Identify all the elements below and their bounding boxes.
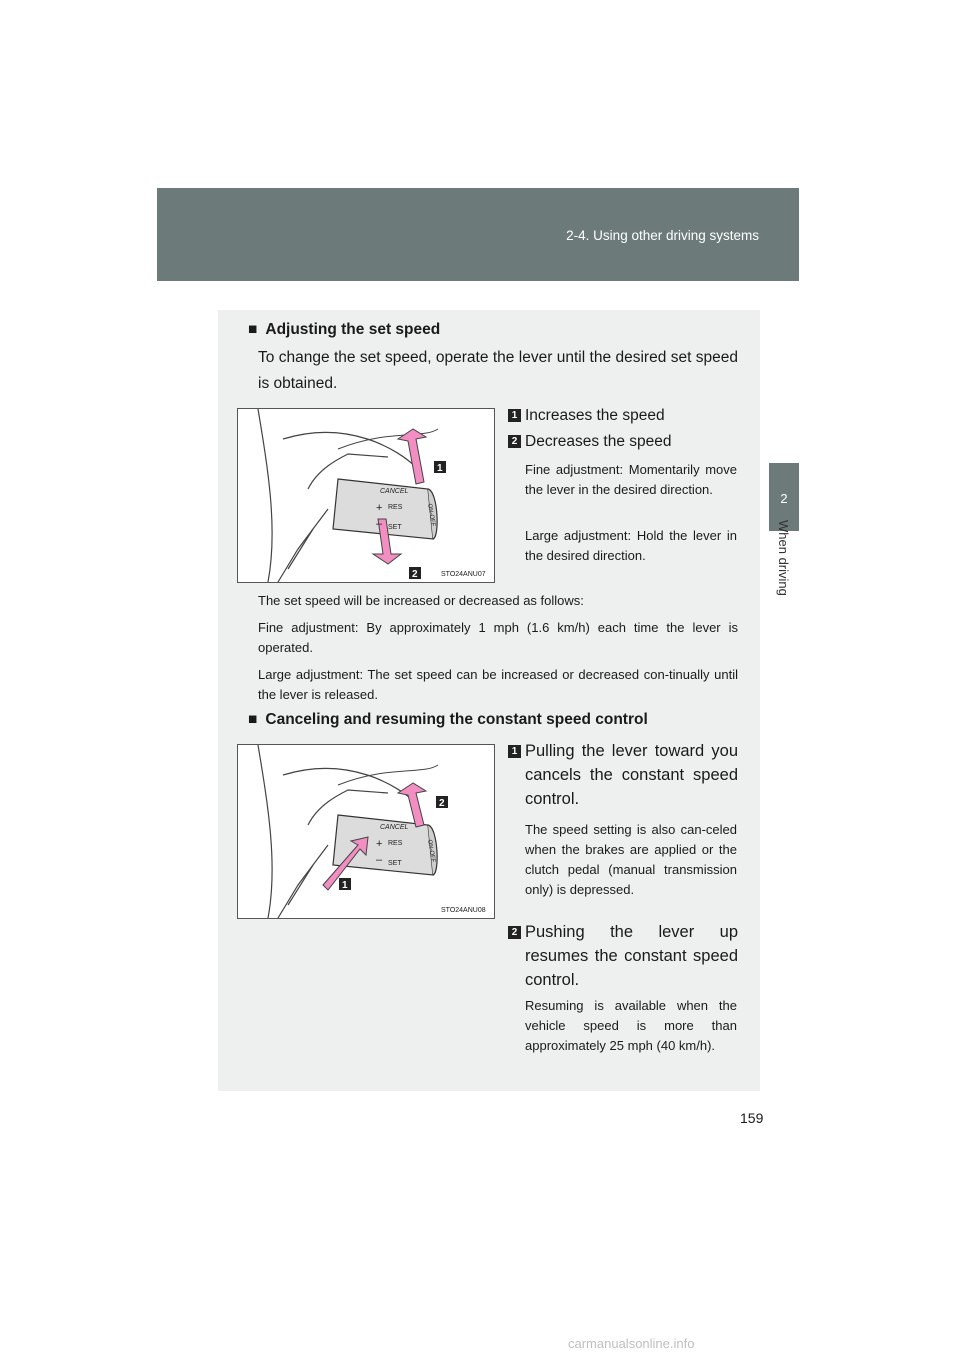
heading-bullet: ■ [248,711,258,728]
page-number: 159 [740,1110,764,1126]
item-number: 1 [508,409,521,422]
heading-adjusting-set-speed [248,321,440,339]
heading-bullet: ■ [248,321,258,338]
note-large-adjustment: Large adjustment: Hold the lever in the desired direction. [525,528,737,563]
item-number: 1 [508,745,521,758]
lever-set-label: SET [388,860,402,867]
svg-text:1: 1 [342,880,348,891]
lever-onoff-label: ON-OFF [426,503,436,527]
list-item-decrease [508,429,671,454]
item-text: Pushing the lever up resumes the constant speed control. [525,923,738,989]
lever-illustration-2 [238,745,494,918]
figure-lever-cancel [237,744,495,919]
list-item-resume [508,920,738,992]
lever-illustration-1 [238,409,494,582]
item-text: Decreases the speed [525,433,672,450]
figure-lever-adjust [237,408,495,583]
lever-res-label: RES [388,840,403,847]
item-text: Pulling the lever toward you cancels the constant speed control. [525,742,738,808]
note-cancel-detail: The speed setting is also can-celed when the brakes are applied or the clutch pedal (manual transmission only) is depressed. [525,822,737,897]
item-number: 2 [508,435,521,448]
figure-code: STO24ANU07 [441,571,486,578]
item-text: Increases the speed [525,407,665,424]
heading-text: Adjusting the set speed [265,321,441,338]
item-number: 2 [508,926,521,939]
lever-plus-label: + [376,838,383,850]
lever-set-label: SET [388,524,402,531]
svg-text:1: 1 [437,463,443,474]
lever-onoff-label: ON-OFF [426,839,436,863]
note-large-detail: Large adjustment: The set speed can be increased or decreased con-tinually until the lever is released. [258,667,738,702]
lever-minus-label: – [376,854,383,866]
note-resume-detail: Resuming is available when the vehicle speed is more than approximately 25 mph (40 km/h). [525,998,737,1053]
chapter-label: When driving [776,520,791,596]
heading-text: Canceling and resuming the constant speed control [265,711,648,728]
svg-text:2: 2 [439,798,445,809]
lever-res-label: RES [388,504,403,511]
lever-minus-label: – [376,518,383,530]
lever-cancel-label: CANCEL [380,824,409,831]
chapter-tab: 2 [769,463,799,531]
note-set-speed-change: The set speed will be increased or decreased as follows: [258,593,584,608]
section-title: 2-4. Using other driving systems [566,228,759,243]
section-header-bar [157,188,799,281]
watermark: carmanualsonline.info [568,1336,695,1351]
lever-cancel-label: CANCEL [380,488,409,495]
note-fine-adjustment: Fine adjustment: Momentarily move the lever in the desired direction. [525,462,737,497]
figure-code: STO24ANU08 [441,907,486,914]
heading-canceling-resuming [248,711,648,729]
list-item-cancel [508,739,738,811]
intro-paragraph: To change the set speed, operate the lever until the desired set speed is obtained. [258,349,738,392]
note-fine-detail: Fine adjustment: By approximately 1 mph (1.6 km/h) each time the lever is operated. [258,620,738,655]
lever-plus-label: + [376,502,383,514]
svg-text:2: 2 [412,569,418,580]
list-item-increase [508,403,665,428]
